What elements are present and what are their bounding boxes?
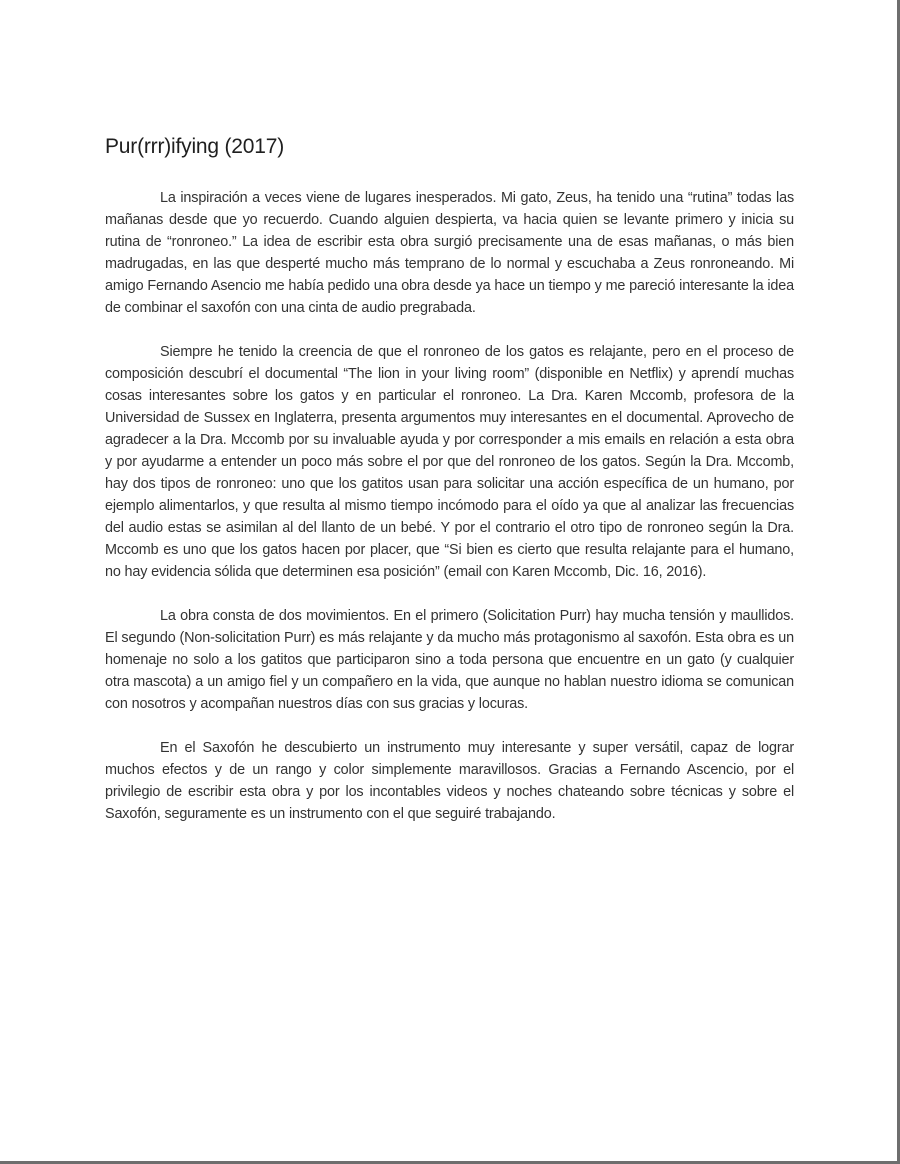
- paragraph-inspiration: La inspiración a veces viene de lugares inesperados. Mi gato, Zeus, ha tenido una “rutina” todas las mañanas desde que yo recuerdo. Cuando alguien despierta, va hacia quien se levante primero y inicia su rutina de “ronroneo.” La idea de escribir esta obra surgió precisamente una de esas mañanas, o más bien madrugadas, en las que desperté mucho más temprano de lo normal y escuchaba a Zeus ronroneando. Mi amigo Fernando Asencio me había pedido una obra desde ya hace un tiempo y me pareció interesante la idea de combinar el saxofón con una cinta de audio pregrabada.: [105, 190, 794, 316]
- paragraph-purring-research: Siempre he tenido la creencia de que el ronroneo de los gatos es relajante, pero en el proceso de composición descubrí el documental “The lion in your living room” (disponible en Netflix) y aprendí muchas cosas interesantes sobre los gatos y en particular el ronroneo. La Dra. Karen Mccomb, profesora de la Universidad de Sussex en Inglaterra, presenta argumentos muy interesantes en el documental. Aprovecho de agradecer a la Dra. Mccomb por su invaluable ayuda y por corresponder a mis emails en relación a esta obra y por ayudarme a entender un poco más sobre el por que del ronroneo de los gatos. Según la Dra. Mccomb, hay dos tipos de ronroneo: uno que los gatitos usan para solicitar una acción específica de un humano, por ejemplo alimentarlos, y que resulta al mismo tiempo incómodo para el oído ya que al analizar las frecuencias del audio estas se asimilan al del llanto de un bebé. Y por el contrario el otro tipo de ronroneo según la Dra. Mccomb es uno que los gatos hacen por placer, que “Si bien es cierto que resulta relajante para el humano, no hay evidencia sólida que determinen esa posición” (email con Karen Mccomb, Dic. 16, 2016).: [105, 344, 794, 580]
- paragraph-movements: La obra consta de dos movimientos. En el primero (Solicitation Purr) hay mucha tensión y maullidos. El segundo (Non-solicitation Purr) es más relajante y da mucho más protagonismo al saxofón. Esta obra es un homenaje no solo a los gatitos que participaron sino a toda persona que encuentre en un gato (y cualquier otra mascota) a un amigo fiel y un compañero en la vida, que aunque no hablan nuestro idioma se comunican con nosotros y acompañan nuestros días con sus gracias y locuras.: [105, 608, 794, 712]
- document-body: [105, 130, 794, 847]
- document-title: Pur(rrr)ifying (2017): [105, 135, 285, 158]
- paragraph-saxophone: En el Saxofón he descubierto un instrumento muy interesante y super versátil, capaz de lograr muchos efectos y de un rango y color simplemente maravillosos. Gracias a Fernando Ascencio, por el privilegio de escribir esta obra y por los incontables videos y noches chateando sobre técnicas y sobre el Saxofón, seguramente es un instrumento con el que seguiré trabajando.: [105, 740, 794, 822]
